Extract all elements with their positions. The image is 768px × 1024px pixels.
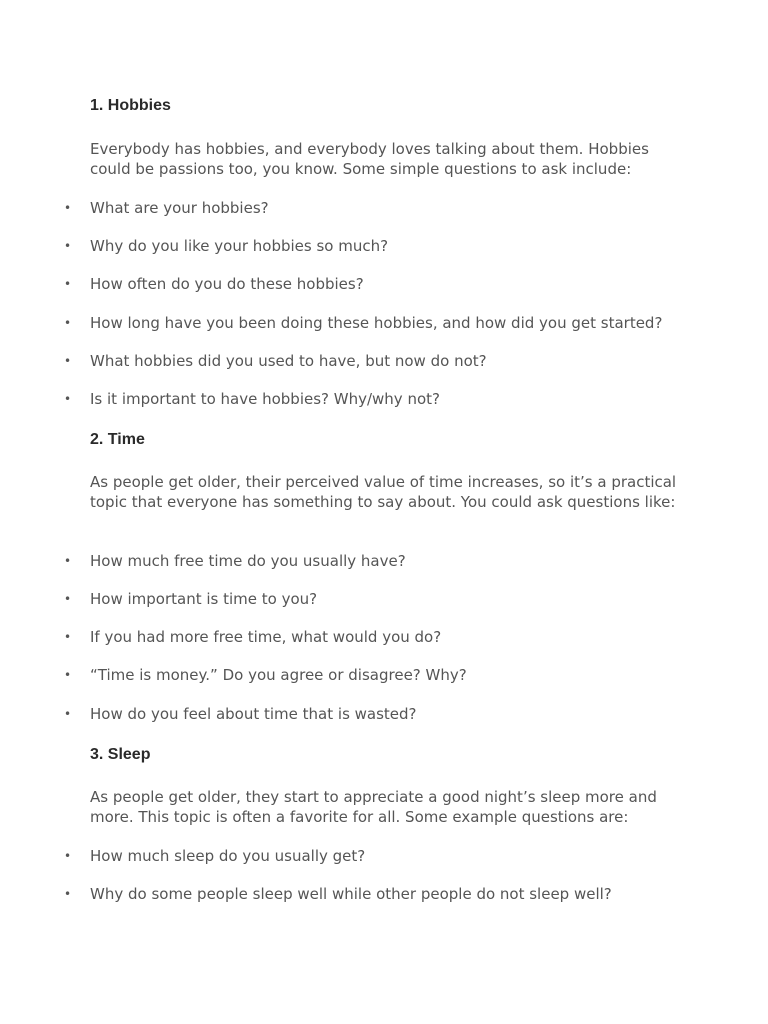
list-item xyxy=(0,846,700,866)
list-item xyxy=(0,884,700,904)
list-item-text: If you had more free time, what would you do? xyxy=(90,628,442,646)
list-item-text: Why do you like your hobbies so much? xyxy=(90,237,389,255)
section-intro-time: As people get older, their perceived value of time increases, so it’s a practical topic that everyone has something to say about. You could ask questions like: xyxy=(90,473,677,511)
list-item-text: How much sleep do you usually get? xyxy=(90,847,366,865)
list-item xyxy=(0,665,700,685)
bullet-icon: • xyxy=(64,707,72,721)
bullet-icon: • xyxy=(64,630,72,644)
list-item-text: What hobbies did you used to have, but now do not? xyxy=(90,352,487,370)
list-item-text: How long have you been doing these hobbies, and how did you get started? xyxy=(90,314,663,332)
list-item xyxy=(0,313,700,333)
list-item-text: Is it important to have hobbies? Why/why not? xyxy=(90,390,440,408)
bullet-icon: • xyxy=(64,277,72,291)
bullet-icon: • xyxy=(64,887,72,901)
section-intro-hobbies: Everybody has hobbies, and everybody loves talking about them. Hobbies could be passions too, you know. Some simple questions to ask include: xyxy=(90,140,649,178)
section-intro-sleep: As people get older, they start to appreciate a good night’s sleep more and more. This topic is often a favorite for all. Some example questions are: xyxy=(90,788,657,826)
list-item-text: Why do some people sleep well while other people do not sleep well? xyxy=(90,885,612,903)
bullet-icon: • xyxy=(64,201,72,215)
bullet-icon: • xyxy=(64,392,72,406)
list-item xyxy=(0,704,700,724)
list-item xyxy=(0,274,700,294)
section-title-sleep: 3. Sleep xyxy=(90,746,151,763)
bullet-icon: • xyxy=(64,849,72,863)
bullet-icon: • xyxy=(64,668,72,682)
list-item xyxy=(0,389,700,409)
list-item-text: How do you feel about time that is wasted? xyxy=(90,705,417,723)
bullet-icon: • xyxy=(64,316,72,330)
bullet-icon: • xyxy=(64,592,72,606)
list-item-text: What are your hobbies? xyxy=(90,199,269,217)
section-title-hobbies: 1. Hobbies xyxy=(90,97,171,114)
list-item xyxy=(0,627,700,647)
list-item xyxy=(0,198,700,218)
list-item-text: “Time is money.” Do you agree or disagree? Why? xyxy=(90,666,467,684)
list-item xyxy=(0,551,700,571)
section-title-time: 2. Time xyxy=(90,431,145,448)
bullet-icon: • xyxy=(64,239,72,253)
list-item-text: How important is time to you? xyxy=(90,590,318,608)
list-item-text: How much free time do you usually have? xyxy=(90,552,406,570)
list-item-text: How often do you do these hobbies? xyxy=(90,275,364,293)
bullet-icon: • xyxy=(64,554,72,568)
list-item xyxy=(0,236,700,256)
bullet-icon: • xyxy=(64,354,72,368)
list-item xyxy=(0,589,700,609)
list-item xyxy=(0,351,700,371)
